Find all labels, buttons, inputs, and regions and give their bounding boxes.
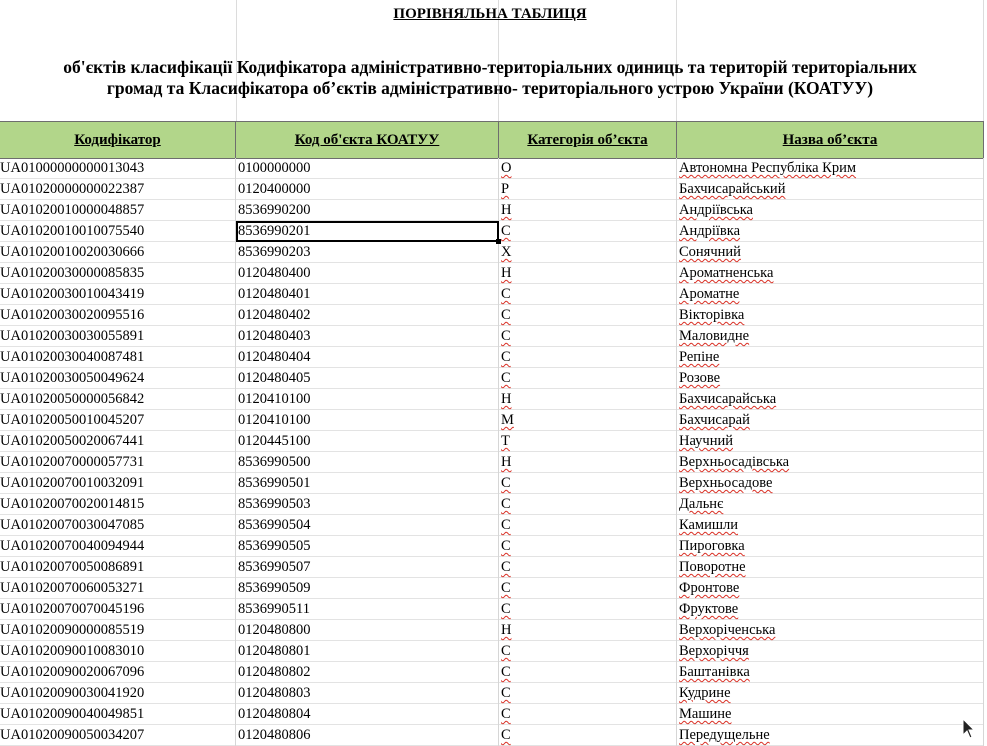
header-cell-category[interactable]: Категорія об’єкта	[499, 122, 677, 158]
cell-codifier[interactable]: UA01020090020067096	[0, 662, 236, 683]
table-header	[0, 121, 984, 159]
cell-koatuu-code[interactable]: 8536990511	[236, 599, 499, 620]
fill-handle[interactable]	[496, 239, 501, 244]
cell-codifier[interactable]: UA01020090050034207	[0, 725, 236, 746]
cell-codifier[interactable]: UA01020050000056842	[0, 389, 236, 410]
spellcheck-text: С	[501, 559, 511, 575]
spellcheck-text: Верхньосадівська	[679, 454, 790, 470]
spellcheck-text: Х	[501, 244, 512, 260]
spellcheck-text: Бахчисарайський	[679, 181, 786, 197]
cell-category[interactable]	[499, 158, 677, 179]
table-row	[0, 620, 984, 641]
cell-name[interactable]	[677, 599, 984, 620]
cell-koatuu-code[interactable]: 0120480804	[236, 704, 499, 725]
cell-category[interactable]	[499, 578, 677, 599]
cell-codifier[interactable]: UA01020070010032091	[0, 473, 236, 494]
cell-koatuu-code[interactable]: 0120410100	[236, 389, 499, 410]
cell-codifier[interactable]: UA01020030010043419	[0, 284, 236, 305]
cell-codifier[interactable]: UA01020090030041920	[0, 683, 236, 704]
table-row	[0, 557, 984, 578]
table-row	[0, 158, 984, 179]
cell-category[interactable]	[499, 662, 677, 683]
cell-codifier[interactable]: UA01020090010083010	[0, 641, 236, 662]
cell-category[interactable]	[499, 242, 677, 263]
cell-category[interactable]	[499, 620, 677, 641]
cell-koatuu-code[interactable]: 8536990504	[236, 515, 499, 536]
cell-category[interactable]	[499, 536, 677, 557]
spellcheck-text: С	[501, 685, 511, 701]
cell-codifier[interactable]: UA01000000000013043	[0, 158, 236, 179]
table-row	[0, 725, 984, 746]
cell-category[interactable]	[499, 599, 677, 620]
table-row	[0, 494, 984, 515]
spellcheck-text: Верхоріччя	[679, 643, 749, 659]
cell-koatuu-code[interactable]: 8536990201	[236, 221, 499, 242]
table-row	[0, 641, 984, 662]
cell-codifier[interactable]: UA01020030020095516	[0, 305, 236, 326]
cell-category[interactable]	[499, 431, 677, 452]
table-row	[0, 683, 984, 704]
spellcheck-text: Ароматне	[679, 286, 740, 302]
spellcheck-text: Бахчисарай	[679, 412, 750, 428]
table-row	[0, 263, 984, 284]
cell-koatuu-code[interactable]: 0100000000	[236, 158, 499, 179]
spellcheck-text: Маловидне	[679, 328, 750, 344]
cell-koatuu-code[interactable]: 0120480801	[236, 641, 499, 662]
cell-codifier[interactable]: UA01020070020014815	[0, 494, 236, 515]
cell-codifier[interactable]: UA01020090000085519	[0, 620, 236, 641]
spellcheck-text: С	[501, 538, 511, 554]
cell-koatuu-code[interactable]: 8536990503	[236, 494, 499, 515]
spellcheck-text: Передущельне	[679, 727, 770, 743]
spellcheck-text: М	[501, 412, 514, 428]
cell-koatuu-code[interactable]: 0120480401	[236, 284, 499, 305]
cell-koatuu-code[interactable]: 8536990505	[236, 536, 499, 557]
subtitle-line-1: об'єктів класифікації Кодифікатора адміністративно-територіальних одиниць та територій територіальних	[63, 57, 917, 77]
spellcheck-text: Верхньосадове	[679, 475, 773, 491]
spellcheck-text: Н	[501, 622, 512, 638]
cell-codifier[interactable]: UA01020070060053271	[0, 578, 236, 599]
cell-category[interactable]	[499, 368, 677, 389]
cell-name[interactable]	[677, 494, 984, 515]
table-row	[0, 200, 984, 221]
cell-category[interactable]	[499, 221, 677, 242]
cell-category[interactable]	[499, 263, 677, 284]
cell-name[interactable]	[677, 431, 984, 452]
header-cell-codifier[interactable]: Кодифікатор	[0, 122, 236, 158]
cell-koatuu-code[interactable]: 0120480402	[236, 305, 499, 326]
cell-category[interactable]	[499, 515, 677, 536]
cell-koatuu-code[interactable]: 8536990507	[236, 557, 499, 578]
spellcheck-text: Репіне	[679, 349, 720, 365]
cell-name[interactable]	[677, 578, 984, 599]
cell-category[interactable]	[499, 557, 677, 578]
spellcheck-text: С	[501, 223, 511, 239]
cell-name[interactable]	[677, 725, 984, 746]
spellcheck-text: С	[501, 706, 511, 722]
table-row	[0, 536, 984, 557]
cell-koatuu-code[interactable]: 8536990203	[236, 242, 499, 263]
cell-koatuu-code[interactable]: 0120480806	[236, 725, 499, 746]
cell-codifier[interactable]: UA01020050010045207	[0, 410, 236, 431]
header-cell-name[interactable]: Назва об’єкта	[677, 122, 984, 158]
cell-koatuu-code[interactable]: 0120400000	[236, 179, 499, 200]
table-row	[0, 578, 984, 599]
table-row	[0, 410, 984, 431]
cell-koatuu-code[interactable]: 8536990501	[236, 473, 499, 494]
cell-name[interactable]	[677, 620, 984, 641]
cell-category[interactable]	[499, 494, 677, 515]
spellcheck-text: Верхоріченська	[679, 622, 776, 638]
cell-codifier[interactable]: UA01020070040094944	[0, 536, 236, 557]
spellcheck-text: Н	[501, 454, 512, 470]
table-body	[0, 158, 984, 746]
spellcheck-text: Н	[501, 391, 512, 407]
grid-line	[983, 0, 984, 121]
cell-name[interactable]	[677, 410, 984, 431]
cell-koatuu-code[interactable]: 0120480803	[236, 683, 499, 704]
table-row	[0, 515, 984, 536]
spellcheck-text: С	[501, 286, 511, 302]
cell-koatuu-code[interactable]: 8536990509	[236, 578, 499, 599]
cell-category[interactable]	[499, 683, 677, 704]
cell-name[interactable]	[677, 452, 984, 473]
spellcheck-text: Сонячний	[679, 244, 741, 260]
spellcheck-text: Поворотне	[679, 559, 746, 575]
cell-codifier[interactable]: UA01020070030047085	[0, 515, 236, 536]
cell-codifier[interactable]: UA01020000000022387	[0, 179, 236, 200]
spellcheck-text: С	[501, 727, 511, 743]
spellcheck-text: С	[501, 517, 511, 533]
subtitle-line-2: громад та Класифікатора об’єктів адміністративно- територіального устрою України (КОАТУУ)	[106, 78, 874, 98]
cell-name[interactable]	[677, 662, 984, 683]
table-row	[0, 599, 984, 620]
table-row	[0, 326, 984, 347]
cell-category[interactable]	[499, 704, 677, 725]
spellcheck-text: Камишли	[679, 517, 739, 533]
cell-codifier[interactable]: UA01020090040049851	[0, 704, 236, 725]
spellcheck-text: Розове	[679, 370, 721, 386]
cell-codifier[interactable]: UA01020070000057731	[0, 452, 236, 473]
spellcheck-text: С	[501, 475, 511, 491]
cell-codifier[interactable]: UA01020050020067441	[0, 431, 236, 452]
cell-name[interactable]	[677, 326, 984, 347]
cell-category[interactable]	[499, 305, 677, 326]
table-row	[0, 179, 984, 200]
cell-category[interactable]	[499, 641, 677, 662]
spellcheck-text: Баштанівка	[679, 664, 750, 680]
cell-category[interactable]	[499, 473, 677, 494]
table-row	[0, 473, 984, 494]
header-cell-koatuu-code[interactable]: Код об'єкта КОАТУУ	[236, 122, 499, 158]
cell-codifier[interactable]: UA01020070070045196	[0, 599, 236, 620]
spellcheck-text: С	[501, 370, 511, 386]
cell-name[interactable]	[677, 683, 984, 704]
cell-name[interactable]	[677, 242, 984, 263]
cell-name[interactable]	[677, 557, 984, 578]
spellcheck-text: Р	[501, 181, 510, 197]
cell-koatuu-code[interactable]: 0120480405	[236, 368, 499, 389]
table-row	[0, 347, 984, 368]
document-title[interactable]: ПОРІВНЯЛЬНА ТАБЛИЦЯ	[393, 6, 587, 22]
table-row	[0, 368, 984, 389]
spellcheck-text: С	[501, 664, 511, 680]
cell-koatuu-code[interactable]: 0120480800	[236, 620, 499, 641]
spellcheck-text: Андріївка	[679, 223, 741, 239]
spellcheck-text: Фруктове	[679, 601, 739, 617]
cell-koatuu-code[interactable]: 0120480403	[236, 326, 499, 347]
cell-category[interactable]	[499, 284, 677, 305]
spellcheck-text: Дальнє	[679, 496, 724, 512]
cell-koatuu-code[interactable]: 0120480404	[236, 347, 499, 368]
cell-category[interactable]	[499, 725, 677, 746]
cell-koatuu-code[interactable]: 8536990200	[236, 200, 499, 221]
cell-codifier[interactable]: UA01020010020030666	[0, 242, 236, 263]
spellcheck-text: С	[501, 496, 511, 512]
cell-name[interactable]	[677, 179, 984, 200]
table-row	[0, 389, 984, 410]
table-row	[0, 662, 984, 683]
cell-name[interactable]	[677, 263, 984, 284]
spellcheck-text: С	[501, 643, 511, 659]
table-row	[0, 284, 984, 305]
cell-name[interactable]	[677, 641, 984, 662]
spellcheck-text: Бахчисарайська	[679, 391, 777, 407]
cell-name[interactable]	[677, 368, 984, 389]
cell-koatuu-code[interactable]: 0120410100	[236, 410, 499, 431]
spellcheck-text: Научний	[679, 433, 733, 449]
cell-name[interactable]	[677, 536, 984, 557]
spellcheck-text: С	[501, 328, 511, 344]
cell-name[interactable]	[677, 389, 984, 410]
cell-name[interactable]	[677, 704, 984, 725]
cell-koatuu-code[interactable]: 0120445100	[236, 431, 499, 452]
table-row	[0, 305, 984, 326]
table-row	[0, 431, 984, 452]
spellcheck-text: Ароматненська	[679, 265, 774, 281]
spellcheck-text: Машине	[679, 706, 732, 722]
cell-name[interactable]	[677, 305, 984, 326]
spellcheck-text: О	[501, 160, 512, 176]
cell-name[interactable]	[677, 221, 984, 242]
spellcheck-text: С	[501, 580, 511, 596]
spellcheck-text: С	[501, 601, 511, 617]
cell-category[interactable]	[499, 410, 677, 431]
cell-name[interactable]	[677, 284, 984, 305]
cell-codifier[interactable]: UA01020030030055891	[0, 326, 236, 347]
table-row	[0, 242, 984, 263]
spellcheck-text: Андріївська	[679, 202, 753, 218]
spellcheck-text: Н	[501, 265, 512, 281]
cell-koatuu-code[interactable]: 0120480400	[236, 263, 499, 284]
mouse-pointer-icon	[962, 718, 976, 745]
spellcheck-text: Т	[501, 433, 510, 449]
cell-name[interactable]	[677, 158, 984, 179]
cell-category[interactable]	[499, 347, 677, 368]
cell-name[interactable]	[677, 515, 984, 536]
cell-name[interactable]	[677, 200, 984, 221]
cell-codifier[interactable]: UA01020070050086891	[0, 557, 236, 578]
spellcheck-text: Пироговка	[679, 538, 745, 554]
cell-category[interactable]	[499, 326, 677, 347]
spellcheck-text: Кудрине	[679, 685, 731, 701]
spellcheck-text: Автономна Республіка Крим	[679, 160, 857, 176]
cell-codifier[interactable]: UA01020010010075540	[0, 221, 236, 242]
selected-cell-cursor[interactable]	[236, 221, 499, 242]
cell-codifier[interactable]: UA01020030050049624	[0, 368, 236, 389]
cell-koatuu-code[interactable]: 8536990500	[236, 452, 499, 473]
cell-codifier[interactable]: UA01020030000085835	[0, 263, 236, 284]
table-row	[0, 452, 984, 473]
cell-codifier[interactable]: UA01020030040087481	[0, 347, 236, 368]
spellcheck-text: Фронтове	[679, 580, 740, 596]
cell-name[interactable]	[677, 473, 984, 494]
cell-category[interactable]	[499, 200, 677, 221]
spellcheck-text: Вікторівка	[679, 307, 745, 323]
cell-category[interactable]	[499, 452, 677, 473]
cell-codifier[interactable]: UA01020010000048857	[0, 200, 236, 221]
cell-category[interactable]	[499, 179, 677, 200]
spellcheck-text: С	[501, 349, 511, 365]
cell-koatuu-code[interactable]: 0120480802	[236, 662, 499, 683]
cell-category[interactable]	[499, 389, 677, 410]
cell-name[interactable]	[677, 347, 984, 368]
table-row	[0, 704, 984, 725]
spellcheck-text: С	[501, 307, 511, 323]
spellcheck-text: Н	[501, 202, 512, 218]
document-subtitle[interactable]	[0, 57, 980, 99]
